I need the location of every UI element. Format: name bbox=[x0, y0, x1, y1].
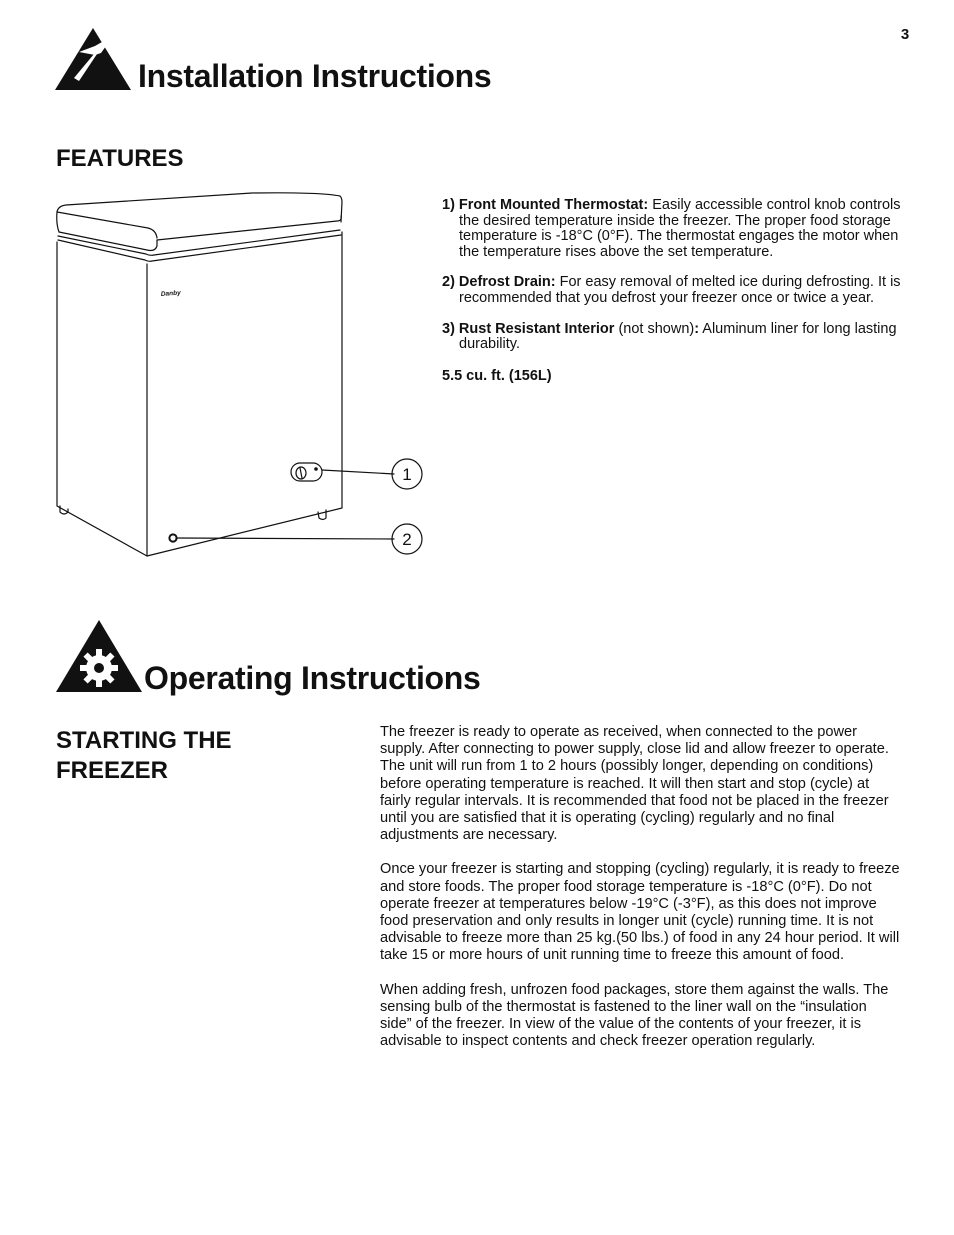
callout-1: 1 bbox=[402, 465, 412, 484]
paragraph: Once your freezer is starting and stopping (cycling) regularly, it is ready to freeze and store foods. The proper food storage temperature is -18°C (0°F). Do not operate freezer at temperatures below -19°C (-3°F), as this does not improve food preservation and only results in longer unit (cycle) running time. It is not advisable to freeze more than 25 kg.(50 lbs.) of food in any 24 hour period. It will take 15 or more hours of unit running time to freeze this amount of food. bbox=[380, 861, 900, 964]
chest-freezer-illustration bbox=[52, 188, 432, 568]
installation-title: Installation Instructions bbox=[138, 58, 492, 94]
feature-text: Easily accessible control knob controls the desired temperature inside the freezer. The proper food storage temperature is -18°C (0°F). The thermostat engages the motor when the temperature rises above the set temperature. bbox=[459, 197, 901, 260]
capacity-label: 5.5 cu. ft. (156L) bbox=[442, 367, 552, 384]
feature-text: For easy removal of melted ice during defrosting. It is recommended that you defrost your freezer once or twice a year. bbox=[459, 274, 901, 306]
operating-title: Operating Instructions bbox=[144, 660, 481, 696]
feature-thermostat bbox=[442, 198, 902, 260]
gear-warning-icon bbox=[56, 620, 142, 694]
feature-colon: : bbox=[694, 320, 700, 337]
heading-line-1: STARTING THE bbox=[56, 727, 232, 754]
features-list bbox=[442, 198, 902, 384]
feature-label: 1) Front Mounted Thermostat: bbox=[442, 197, 649, 213]
brand-logo: Danby bbox=[160, 289, 181, 298]
paragraph: The freezer is ready to operate as received, when connected to the power supply. After connecting to power supply, close lid and allow freezer to operate. The unit will run from 1 to 2 hours (possibly longer, depending on conditions) before operating temperature is reached. It will then start and stop (cycle) at fairly regular intervals. It is recommended that food not be placed in the freezer until you are satisfied that it is operating (cycling) regularly and no final adjustments are necessary. bbox=[380, 724, 889, 844]
feature-label: 3) Rust Resistant Interior bbox=[442, 320, 615, 337]
starting-freezer-heading bbox=[56, 726, 232, 786]
feature-text: Aluminum liner for long lasting durability. bbox=[459, 320, 897, 353]
heading-line-2: FREEZER bbox=[56, 757, 169, 784]
feature-defrost-drain bbox=[442, 275, 902, 306]
feature-label: 2) Defrost Drain: bbox=[442, 274, 556, 291]
page-number: 3 bbox=[900, 26, 910, 43]
feature-note: (not shown) bbox=[614, 320, 695, 337]
callout-2: 2 bbox=[402, 530, 412, 549]
features-heading: FEATURES bbox=[56, 145, 184, 172]
paragraph: When adding fresh, unfrozen food packages, store them against the walls. The sensing bulb of the thermostat is fastened to the liner wall on the “insulation side” of the freezer. In view of the value of the contents of your freezer, it is advisable to inspect contents and check freezer operation regularly. bbox=[380, 981, 889, 1050]
hammer-warning-icon bbox=[55, 28, 131, 92]
starting-freezer-body bbox=[380, 724, 900, 1067]
feature-rust-resistant-interior bbox=[442, 322, 902, 353]
